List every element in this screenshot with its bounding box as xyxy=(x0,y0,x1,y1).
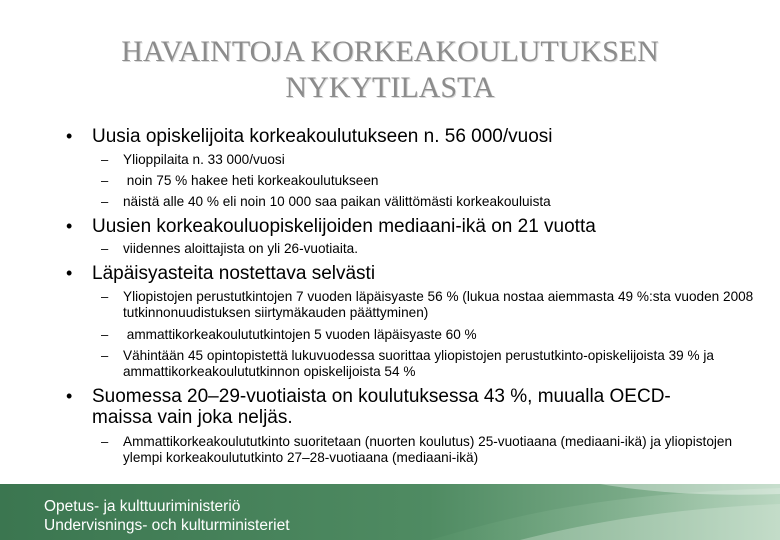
sub-bullet-text: viidennes aloittajista on yli 26-vuotiaita. xyxy=(123,241,359,256)
dash-marker: – xyxy=(101,434,109,449)
bullet-text: Läpäisyasteita nostettava selvästi xyxy=(92,263,376,284)
title-line-1: HAVAINTOJA KORKEAKOULUTUKSEN xyxy=(121,35,659,68)
bullet-text: Uusia opiskelijoita korkeakoulutukseen n. 56 000/vuosi xyxy=(92,126,553,147)
sub-bullet-text: Yliopistojen perustutkintojen 7 vuoden läpäisyaste 56 % (lukua nostaa aiemmasta 49 %:sta vuoden 2008 tutkinnonuudistuksen siirtymäkauden päättyminen) xyxy=(123,289,754,320)
dash-marker: – xyxy=(101,194,109,209)
dash-marker: – xyxy=(101,289,109,304)
slide-title xyxy=(0,34,780,106)
sub-bullet-text: ammattikorkeakoulututkintojen 5 vuoden läpäisyaste 60 % xyxy=(123,327,477,342)
sub-bullet-text: Vähintään 45 opintopistettä lukuvuodessa suorittaa yliopistojen perustutkinto-opiskelijoista 39 % ja ammattikorkeakoulututkinnon opiskelijoista 54 % xyxy=(123,348,714,379)
bullet-marker: • xyxy=(66,386,73,406)
dash-marker: – xyxy=(101,327,109,342)
ministry-footer xyxy=(0,484,780,540)
bullet-marker: • xyxy=(66,216,73,236)
sub-bullet-text: Ammattikorkeakoulututkinto suoritetaan (nuorten koulutus) 25-vuotiaana (mediaani-ikä) ja yliopistojen ylempi korkeakoulututkinto 27–28-vuotiaana (mediaani-ikä) xyxy=(123,434,733,465)
dash-marker: – xyxy=(101,241,109,256)
dash-marker: – xyxy=(101,348,109,363)
title-line-2: NYKYTILASTA xyxy=(285,71,495,104)
dash-marker: – xyxy=(101,173,109,188)
bullet-marker: • xyxy=(66,126,73,146)
footer-text xyxy=(44,497,290,535)
ministry-name-fi: Opetus- ja kulttuuriministeriö xyxy=(44,498,241,515)
ministry-name-sv: Undervisnings- och kulturministeriet xyxy=(44,517,290,534)
bullet-text: Suomessa 20–29-vuotiaista on koulutuksessa 43 %, muualla OECD-maissa vain joka neljäs. xyxy=(92,386,671,428)
bullet-text: Uusien korkeakouluopiskelijoiden mediaani-ikä on 21 vuotta xyxy=(92,216,596,237)
dash-marker: – xyxy=(101,152,109,167)
sub-bullet-text: Ylioppilaita n. 33 000/vuosi xyxy=(123,152,285,167)
sub-bullet-text: näistä alle 40 % eli noin 10 000 saa paikan välittömästi korkeakouluista xyxy=(123,194,551,209)
bullet-marker: • xyxy=(66,263,73,283)
sub-bullet-text: noin 75 % hakee heti korkeakoulutukseen xyxy=(123,173,379,188)
